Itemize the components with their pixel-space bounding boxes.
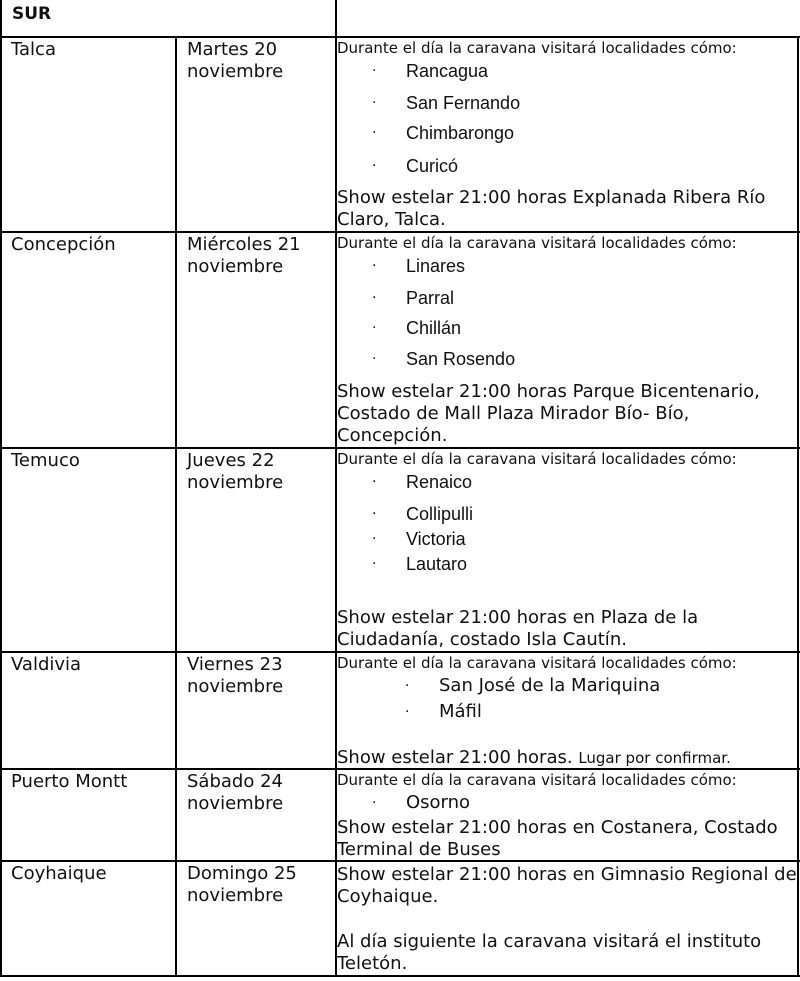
border-right: [797, 37, 799, 977]
place-item: San José de la Mariquina: [439, 675, 661, 696]
place-item: Chillán: [406, 318, 462, 338]
intro-text: Durante el día la caravana visitará localidades cómo:: [337, 654, 737, 672]
place-item: Collipulli: [406, 504, 474, 524]
border-bottom: [0, 975, 800, 977]
place-item: Curicó: [406, 156, 459, 176]
show-text: [337, 747, 731, 769]
place-item: Chimbarongo: [406, 123, 515, 143]
bullet-icon: ·: [372, 63, 377, 79]
place-item: Victoria: [406, 529, 466, 549]
show-text: Terminal de Buses: [337, 839, 501, 860]
date-line: Domingo 25: [187, 863, 297, 884]
bullet-icon: ·: [372, 531, 377, 547]
intro-text: Durante el día la caravana visitará localidades cómo:: [337, 39, 737, 57]
date-line: Miércoles 21: [187, 234, 301, 255]
bullet-icon: ·: [405, 704, 410, 720]
place-item: Parral: [406, 288, 455, 308]
date-line: Martes 20: [187, 39, 278, 60]
show-note: Lugar por confirmar.: [578, 749, 731, 767]
intro-text: Durante el día la caravana visitará localidades cómo:: [337, 771, 737, 789]
row-divider: [0, 36, 800, 38]
date-line: noviembre: [187, 676, 284, 697]
intro-text: Durante el día la caravana visitará localidades cómo:: [337, 234, 737, 252]
show-text: Claro, Talca.: [337, 209, 446, 230]
bullet-icon: ·: [372, 320, 377, 336]
show-text: Show estelar 21:00 horas en Gimnasio Regional de: [337, 864, 797, 885]
date-line: noviembre: [187, 885, 284, 906]
followup-text: Teletón.: [337, 953, 408, 974]
show-text: Costado de Mall Plaza Mirador Bío- Bío,: [337, 403, 690, 424]
date-line: noviembre: [187, 256, 284, 277]
section-title: SUR: [12, 4, 52, 24]
show-text: Show estelar 21:00 horas Explanada Ribera Río: [337, 187, 766, 208]
intro-text: Durante el día la caravana visitará localidades cómo:: [337, 450, 737, 468]
divider-col-1: [175, 37, 177, 977]
place-item: Máfil: [439, 701, 482, 722]
place-item: San Rosendo: [406, 349, 516, 369]
show-text: Show estelar 21:00 horas Parque Bicentenario,: [337, 381, 760, 402]
date-line: noviembre: [187, 793, 284, 814]
bullet-icon: ·: [372, 474, 377, 490]
place-item: San Fernando: [406, 93, 521, 113]
place-item: Lautaro: [406, 554, 468, 574]
bullet-icon: ·: [372, 795, 377, 811]
date-line: Viernes 23: [187, 654, 283, 675]
bullet-icon: ·: [372, 351, 377, 367]
show-text: Concepción.: [337, 425, 448, 446]
place-item: Linares: [406, 256, 466, 276]
row-divider: [0, 231, 800, 233]
city-name: Puerto Montt: [11, 771, 128, 792]
row-divider: [0, 447, 800, 449]
show-text: Coyhaique.: [337, 886, 439, 907]
date-line: Jueves 22: [187, 450, 275, 471]
show-text-main: Show estelar 21:00 horas.: [337, 747, 573, 768]
bullet-icon: ·: [372, 290, 377, 306]
city-name: Coyhaique: [11, 863, 107, 884]
city-name: Talca: [11, 39, 56, 60]
bullet-icon: ·: [372, 125, 377, 141]
date-line: noviembre: [187, 61, 284, 82]
show-text: Show estelar 21:00 horas en Costanera, Costado: [337, 817, 778, 838]
bullet-icon: ·: [372, 556, 377, 572]
city-name: Concepción: [11, 234, 116, 255]
border-left: [0, 0, 2, 977]
city-name: Valdivia: [11, 654, 82, 675]
place-item: Renaico: [406, 472, 473, 492]
bullet-icon: ·: [372, 506, 377, 522]
city-name: Temuco: [11, 450, 80, 471]
bullet-icon: ·: [372, 158, 377, 174]
show-text: Show estelar 21:00 horas en Plaza de la: [337, 607, 699, 628]
bullet-icon: ·: [405, 678, 410, 694]
row-divider: [0, 651, 800, 653]
place-item: Rancagua: [406, 61, 489, 81]
followup-text: Al día siguiente la caravana visitará el instituto: [337, 931, 762, 952]
show-text: Ciudadanía, costado Isla Cautín.: [337, 629, 627, 650]
bullet-icon: ·: [372, 258, 377, 274]
bullet-icon: ·: [372, 95, 377, 111]
date-line: Sábado 24: [187, 771, 283, 792]
date-line: noviembre: [187, 472, 284, 493]
place-item: Osorno: [406, 792, 471, 813]
